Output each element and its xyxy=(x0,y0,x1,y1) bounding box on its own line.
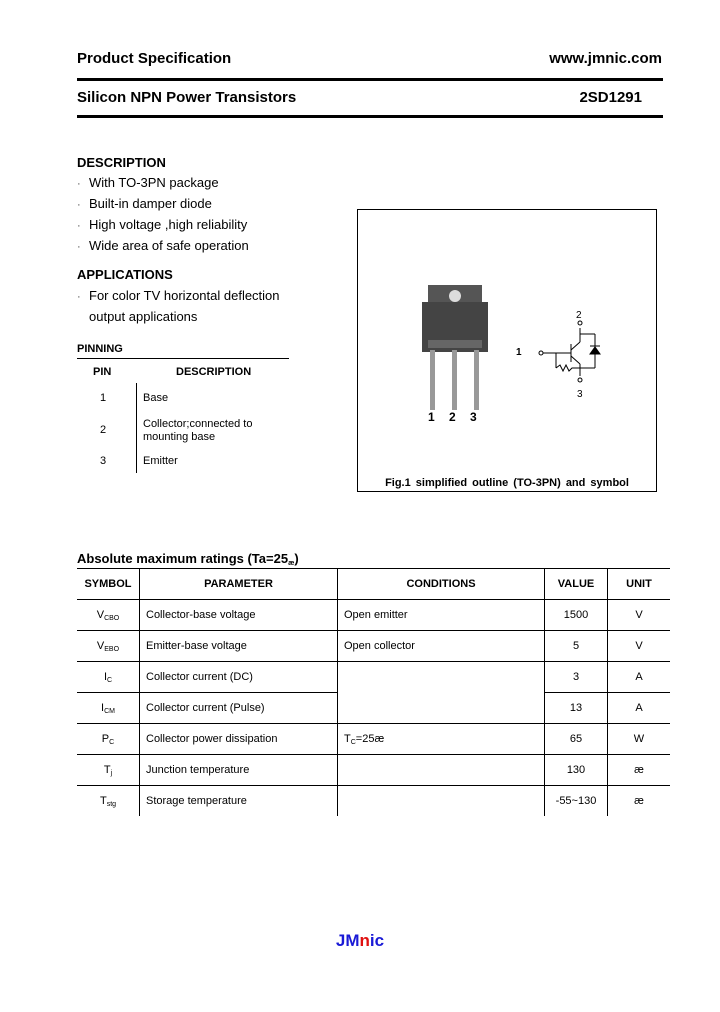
cell-symbol: $T_{stg}$ xyxy=(99,794,117,808)
list-item: output applications xyxy=(89,309,198,324)
column-header: SYMBOL xyxy=(84,578,132,590)
cell-unit: æ xyxy=(608,786,671,817)
cell-unit: V xyxy=(608,631,671,662)
figure-pin-label: 3 xyxy=(470,410,477,424)
pin-desc: Emitter xyxy=(143,455,178,467)
cell-conditions: Open emitter xyxy=(338,600,545,631)
pin-number: 1 xyxy=(100,392,107,404)
list-item: · Wide area of safe operation xyxy=(77,236,249,257)
header-left: Product Specification xyxy=(77,50,232,67)
cell-parameter: Junction temperature xyxy=(140,755,338,786)
cell-symbol: $T_j$ xyxy=(103,763,113,777)
cell-symbol: $I_{CM}$ xyxy=(77,693,140,724)
cell-value: 130 xyxy=(545,755,608,786)
applications-title: APPLICATIONS xyxy=(77,267,173,282)
column-header: VALUE xyxy=(545,569,608,600)
cell-parameter: Emitter-base voltage xyxy=(140,631,338,662)
description-title: DESCRIPTION xyxy=(77,155,166,170)
table-row xyxy=(77,786,670,817)
applications-list xyxy=(77,286,280,326)
cell-parameter: Storage temperature xyxy=(140,786,338,817)
cell-parameter: Collector-base voltage xyxy=(140,600,338,631)
package-outline-illustration xyxy=(358,210,656,491)
lead-3 xyxy=(474,350,479,410)
product-line: Silicon NPN Power Transistors xyxy=(77,89,297,106)
pinning-rule xyxy=(77,358,289,359)
cell-unit: A xyxy=(608,693,671,724)
cell-parameter: Collector current (Pulse) xyxy=(140,693,338,724)
cell-unit: æ xyxy=(608,755,671,786)
cell-parameter: Collector current (DC) xyxy=(140,662,338,693)
table-row xyxy=(77,693,670,724)
cell-value: 1500 xyxy=(545,600,608,631)
part-number: 2SD1291 xyxy=(579,89,642,106)
cell-conditions xyxy=(338,786,545,817)
symbol-emitter-label: 3 xyxy=(577,389,583,400)
cell-conditions xyxy=(338,662,545,693)
bullet-icon: · xyxy=(77,291,81,303)
table-row xyxy=(77,600,670,631)
cell-conditions: $T_C=25æ$ xyxy=(338,724,545,755)
column-header: UNIT xyxy=(608,569,671,600)
cell-unit: V xyxy=(608,600,671,631)
header-rule-bottom xyxy=(77,115,663,118)
ratings-title: Absolute maximum ratings $(Ta=25_æ)$ xyxy=(77,551,299,567)
cell-symbol: $V_{CBO}$ xyxy=(96,608,120,622)
list-item: · Built-in damper diode xyxy=(77,194,249,215)
column-header: PARAMETER xyxy=(140,569,338,600)
pinning-header-desc: DESCRIPTION xyxy=(176,366,252,378)
pinning-header-pin: PIN xyxy=(93,366,112,378)
cell-symbol: $V_{EBO}$ xyxy=(96,639,120,653)
table-row xyxy=(77,755,670,786)
table-row xyxy=(77,662,670,693)
figure-caption: Fig.1 simplified outline (TO-3PN) and symbol xyxy=(385,477,629,489)
pinning-title: PINNING xyxy=(77,343,123,355)
lead-2 xyxy=(452,350,457,410)
symbol-collector-label: 2 xyxy=(576,310,582,321)
cell-value: 65 xyxy=(545,724,608,755)
table-header-row xyxy=(77,569,670,600)
mounting-hole xyxy=(449,290,461,302)
table-row xyxy=(77,631,670,662)
symbol-base-label: 1 xyxy=(516,347,522,358)
pinning-divider xyxy=(136,383,137,473)
cell-conditions: Open collector xyxy=(338,631,545,662)
cell-unit: A xyxy=(608,662,671,693)
list-item: · With TO-3PN package xyxy=(77,173,249,194)
cell-unit: W xyxy=(608,724,671,755)
bullet-icon: · xyxy=(77,178,81,190)
pin-number: 2 xyxy=(100,424,107,436)
cell-value: 13 xyxy=(545,693,608,724)
footer-logo: JMnic xyxy=(335,931,385,950)
cell-symbol: $I_C$ xyxy=(103,670,113,684)
list-item: · High voltage ,high reliability xyxy=(77,215,249,236)
figure-box xyxy=(357,209,657,492)
pin-number: 3 xyxy=(100,455,107,467)
bullet-icon: · xyxy=(77,220,81,232)
cell-conditions xyxy=(338,755,545,786)
cell-parameter: Collector power dissipation xyxy=(140,724,338,755)
cell-value: -55~130 xyxy=(545,786,608,817)
bullet-icon: · xyxy=(77,199,81,211)
transistor-symbol xyxy=(539,321,600,382)
description-list xyxy=(77,173,249,257)
figure-pin-label: 1 xyxy=(428,410,435,424)
column-header: CONDITIONS xyxy=(338,569,545,600)
header-rule-top xyxy=(77,78,663,81)
header-website[interactable]: www.jmnic.com xyxy=(549,50,662,67)
pin-desc: Base xyxy=(143,392,169,404)
list-item: · For color TV horizontal deflection xyxy=(77,286,280,307)
lead-1 xyxy=(430,350,435,410)
bullet-icon: · xyxy=(77,241,81,253)
cell-conditions xyxy=(338,693,545,724)
table-row xyxy=(77,724,670,755)
cell-symbol: $P_C$ xyxy=(101,732,115,746)
figure-pin-label: 2 xyxy=(449,410,456,424)
pin-desc: Collector;connected to mounting base xyxy=(143,418,253,443)
cell-value: 5 xyxy=(545,631,608,662)
ratings-table xyxy=(77,568,670,816)
cell-value: 3 xyxy=(545,662,608,693)
